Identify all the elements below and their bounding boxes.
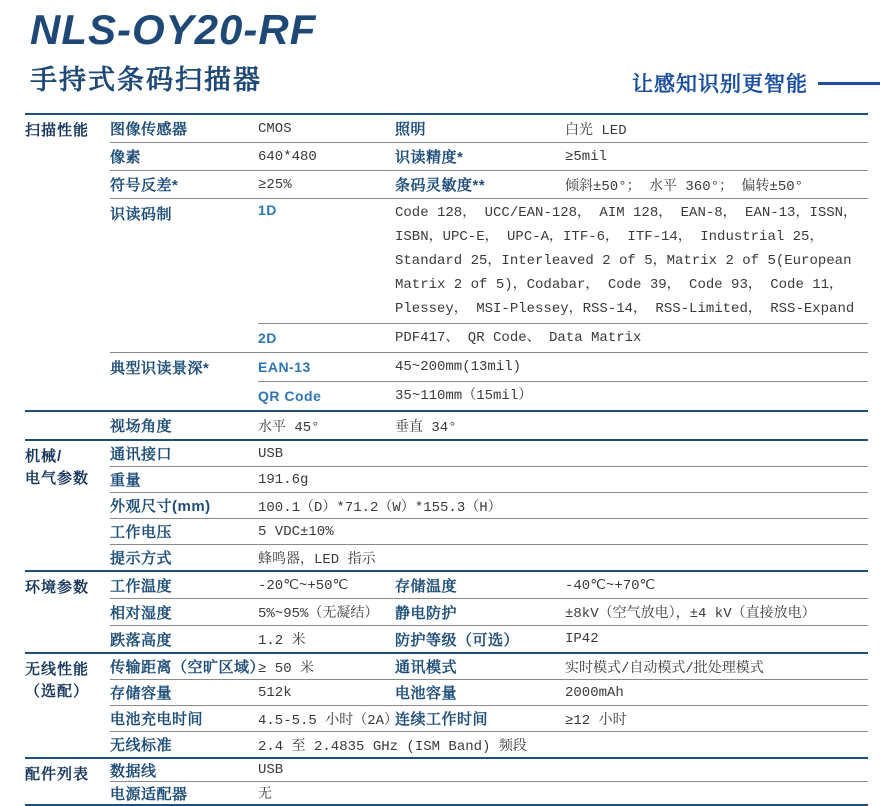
category-label: 环境参数: [25, 579, 90, 596]
spec-value: IP42: [565, 631, 599, 647]
spec-label: 存储容量: [110, 685, 173, 702]
spec-value: USB: [258, 762, 284, 778]
spec-value: -40℃~+70℃: [565, 577, 656, 594]
section-wireless: [25, 652, 868, 757]
spec-value: 倾斜±50°； 水平 360°； 偏转±50°: [565, 178, 804, 195]
symbology-key: 2D: [258, 330, 277, 346]
spec-value: 2000mAh: [565, 684, 624, 701]
spec-value: 蜂鸣器，LED 指示: [258, 551, 376, 568]
section-accessories: [25, 757, 868, 804]
category-label: 配件列表: [25, 766, 90, 783]
section-environment: [25, 570, 868, 652]
spec-value: 1.2 米: [258, 633, 306, 649]
section-scan-performance: [25, 113, 868, 410]
spec-label: 电池容量: [395, 685, 458, 702]
spec-value: ≥12 小时: [565, 712, 627, 729]
category-line: （选配）: [25, 683, 90, 700]
spec-value: 100.1（D）*71.2（W）*155.3（H）: [258, 499, 502, 516]
spec-row: [258, 381, 868, 410]
category-label: [25, 654, 110, 757]
spec-label: 视场角度: [110, 418, 173, 435]
spec-row: [110, 759, 868, 781]
spec-value: 45~200mm(13mil): [395, 359, 522, 375]
spec-row: [110, 544, 868, 570]
spec-label: 静电防护: [395, 604, 458, 622]
spec-row: [110, 705, 868, 731]
category-label-empty: [25, 412, 110, 439]
symbology-key: QR Code: [258, 388, 322, 404]
spec-row: [258, 353, 868, 381]
spec-label: 数据线: [110, 762, 157, 780]
spec-label: 条码灵敏度**: [395, 177, 486, 194]
spec-row: [110, 170, 868, 198]
spec-row: [110, 731, 868, 757]
spec-value: 35~110mm（15mil）: [395, 388, 533, 404]
spec-value: 水平 45°: [258, 419, 320, 436]
spec-value: ≥ 50 米: [258, 660, 315, 677]
page-title: NLS-OY20-RF: [30, 6, 317, 53]
category-line: 机械/: [25, 448, 63, 465]
spec-label: 提示方式: [110, 550, 173, 567]
symbologies-group: [110, 198, 868, 352]
spec-value: ≥25%: [258, 176, 292, 193]
spec-label: 识读精度*: [395, 149, 464, 166]
slogan-dash-line: [818, 82, 880, 85]
depth-of-field-group: [110, 352, 868, 410]
spec-value: CMOS: [258, 120, 292, 137]
spec-label: 工作电压: [110, 524, 173, 541]
spec-label: 电源适配器: [110, 785, 188, 803]
spec-label: 通讯模式: [395, 659, 458, 676]
spec-row: [110, 679, 868, 705]
spec-value: 2.4 至 2.4835 GHz (ISM Band) 频段: [258, 738, 527, 755]
spec-row: [110, 572, 868, 598]
page-header: [30, 8, 316, 97]
product-subtitle: 手持式条码扫描器: [30, 65, 262, 96]
spec-label: 无线标准: [110, 737, 173, 754]
spec-label: 识读码制: [110, 206, 173, 223]
spec-row: [110, 441, 868, 466]
spec-row: [258, 323, 868, 352]
category-label: 扫描性能: [25, 122, 90, 139]
spec-row: [110, 654, 868, 679]
spec-row: [110, 412, 868, 439]
spec-row: [110, 115, 868, 142]
category-line: 电气参数: [25, 470, 90, 487]
spec-label: 通讯接口: [110, 446, 173, 463]
spec-value: 实时模式/自动模式/批处理模式: [565, 660, 764, 677]
slogan-text: 让感知识别更智能: [632, 73, 808, 96]
spec-label: 像素: [110, 149, 142, 166]
spec-value: 191.6g: [258, 471, 309, 488]
spec-label: 相对湿度: [110, 604, 173, 622]
spec-label: 防护等级（可选）: [395, 631, 520, 649]
section-field-of-view: [25, 410, 868, 439]
spec-label: 工作温度: [110, 577, 173, 595]
spec-value: ±8kV（空气放电），±4 kV（直接放电）: [565, 606, 816, 622]
spec-row: [110, 598, 868, 625]
spec-value: 白光 LED: [565, 122, 627, 139]
spec-row: [110, 781, 868, 804]
spec-value: ≥5mil: [565, 148, 608, 165]
spec-label: 典型识读景深*: [110, 360, 210, 377]
spec-label: 重量: [110, 472, 142, 489]
spec-label: 符号反差*: [110, 177, 179, 194]
spec-value: 无: [258, 787, 272, 803]
spec-value: 512k: [258, 684, 292, 701]
spec-label: 电池充电时间: [110, 711, 204, 728]
spec-row: [258, 199, 868, 323]
symbology-key: 1D: [258, 202, 277, 218]
category-label: [25, 441, 110, 570]
spec-label: 存储温度: [395, 577, 458, 595]
spec-value: 垂直 34°: [395, 419, 457, 436]
slogan: [632, 68, 880, 98]
spec-label: 连续工作时间: [395, 711, 489, 728]
spec-value: Code 128， UCC/EAN-128， AIM 128， EAN-8， EAN-13，ISSN，ISBN，UPC-E， UPC-A，ITF-6， ITF-14， Industrial 25， Standard 25，Interleaved 2 of 5，Matrix 2 of 5(European Matrix 2 of 5)，Codabar， Code 39， Code 93， Code 11， Plessey， MSI-Plessey，RSS-14， RSS-Limited， RSS-Expand: [395, 205, 858, 317]
spec-label: 跌落高度: [110, 631, 173, 649]
spec-value: 5%~95%（无凝结）: [258, 606, 379, 622]
spec-label: 传输距离（空旷区域）: [110, 659, 266, 676]
spec-label: 照明: [395, 121, 427, 138]
spec-value: 4.5-5.5 小时（2A）: [258, 712, 399, 729]
spec-value: -20℃~+50℃: [258, 577, 349, 594]
spec-row: [110, 625, 868, 652]
spec-row: [110, 466, 868, 492]
spec-row: [110, 492, 868, 518]
spec-table: [25, 113, 868, 806]
spec-label: 外观尺寸(mm): [110, 498, 211, 515]
spec-value: 5 VDC±10%: [258, 523, 334, 540]
spec-row: [110, 518, 868, 544]
spec-row: [110, 142, 868, 170]
spec-value: USB: [258, 445, 284, 462]
symbology-key: EAN-13: [258, 359, 311, 375]
spec-label: 图像传感器: [110, 121, 188, 138]
spec-value: 640*480: [258, 148, 317, 165]
section-mechanical-electrical: [25, 439, 868, 570]
spec-value: PDF417、 QR Code、 Data Matrix: [395, 330, 642, 346]
category-line: 无线性能: [25, 661, 90, 678]
